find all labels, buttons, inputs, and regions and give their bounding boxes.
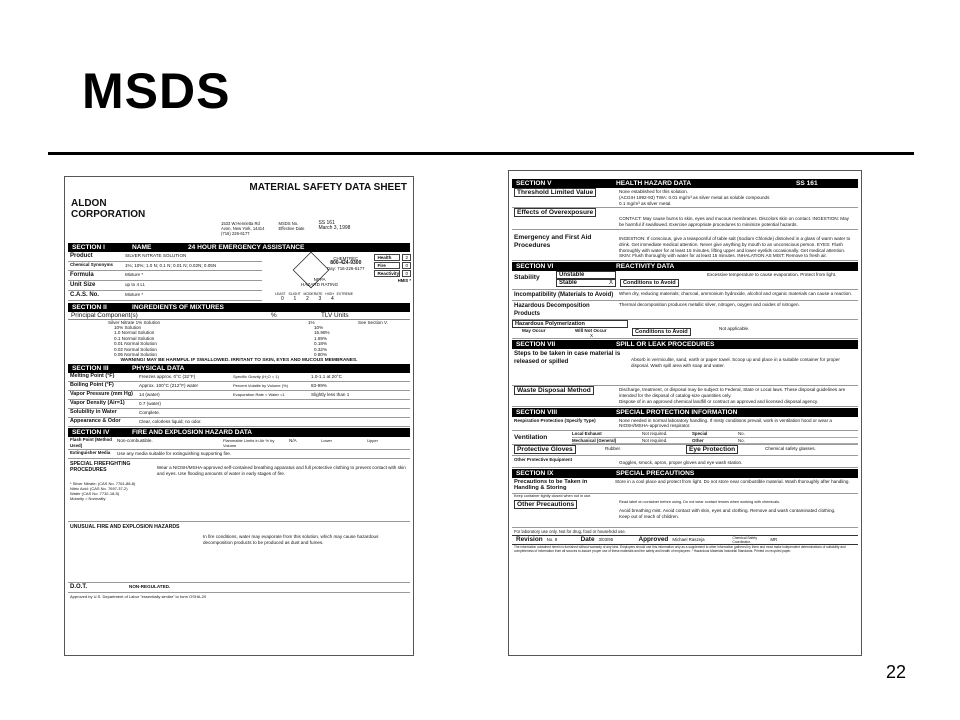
physical-data-row: Appearance & Odor Clear, colorless liquid; no odor. — [68, 418, 410, 427]
company-name: ALDON CORPORATION — [71, 198, 146, 220]
page-number: 22 — [885, 662, 906, 682]
other-precautions-row: Other Precautions Read label on container before using. Do not wear contact lenses when working with chemicals. Avoid breathing mist. Avoid contact with skin, eyes and clothing. Remove and wash contaminated clothing. Keep out of reach of children. — [512, 499, 858, 528]
spill-row: Steps to be taken in case material is released or spilled Absorb in vermiculite, sand, earth or paper towel. Scoop up and place in a suitable container for proper disposal. Wash spill area with soap and water. — [512, 349, 858, 386]
chemtrec-day: Day: 716-226-6177 — [327, 265, 365, 271]
ingredient-row: 0.02 Normal Solution 0.32% — [114, 346, 328, 352]
overexposure-row: Effects of Overexposure CONTACT: May cause burns to skin, eyes and mucous membranes. Discolors skin on contact. INGESTION: May be harmful if swallowed. Exercise appropriate procedures to minimize potential hazards. — [512, 208, 858, 230]
polymerization-mark: X — [590, 333, 594, 339]
section-6-bar: SECTION VI REACTIVITY DATA — [512, 262, 858, 271]
ingredient-row: 0.01 Normal Solution 0.18% — [114, 341, 328, 347]
polymerization-row: Hazardous Polymerization May Occur Will Not Occur X Conditions to Avoid Not applicable. — [512, 320, 858, 339]
msds-no-label: MSDS No. — [278, 221, 299, 226]
physical-data-table — [65, 373, 413, 427]
chemtrec-phone: 800-424-9300 — [330, 259, 362, 266]
ventilation-row: Ventilation Local Exhaust Not required. Special No. Mechanical (General) Not required. Other No. — [512, 431, 858, 445]
nfpa-label: NFPA HAZARD RATING — [301, 276, 339, 287]
gloves-eye-row: Protective Gloves Rubber. Eye Protection Chemical safety glasses. — [512, 445, 858, 456]
doc1-header — [65, 177, 413, 220]
special-firefighting-text: Wear a NIOSH/MSHA-approved self-contained breathing apparatus and full protective clothing to prevent contact with skin and eyes. Use flooding amounts of water in early stages of fire. — [156, 465, 406, 477]
first-aid-row: Emergency and First Aid Procedures INGESTION: If conscious, give a teaspoonful of table salt (Sodium Chloride) dissolved in a glass of warm water to drink. Get immediate medical attention. Never give anything by mouth to an unconscious person. EYES: Flush thoroughly with water for at least 15 minutes, lifting upper and lower eyelids occasionally. Get medical attention. SKIN: Flush thoroughly with water for at least 15 minutes. INHALATION AS MIST: Remove to fresh air. — [512, 230, 858, 261]
ingredient-row: 10% Solution 10% — [114, 325, 324, 331]
rating-words: LEAST SLIGHT MODERATE HIGH EXTREME — [275, 291, 353, 296]
formula-row: Formula Mixture * — [68, 271, 262, 281]
physical-data-row: Solubility in Water Complete. — [68, 409, 410, 418]
respiration-row: Respiration Protection (Specify Type) None needed in normal laboratory handling. If misty conditions prevail, work in ventilation hood or wear a NIOSH/MSHA-approved respirator. — [512, 417, 858, 432]
section-7-bar: SECTION VII SPILL OR LEAK PROCEDURES — [512, 340, 858, 349]
physical-data-row: Melting Point (°F) Freezes approx. 0°C (32°F) Specific Gravity (H₂O = 1) 1.0-1.1 at 20°C — [68, 373, 410, 382]
unit-size-row: Unit Size up to 4 Lt. — [68, 281, 262, 291]
composition-note: * Silver Nitrate: (CAS No. 7761-88-8) Nitric Acid: (CAS No. 7697-37-2) Water (CAS No. 7732-18-5) Molarity = Normality — [70, 481, 136, 502]
ingredient-row: 1.0 Normal Solution 16.98% — [114, 330, 330, 336]
product-row: Product SILVER NITRATE SOLUTION — [68, 252, 262, 262]
msds-page-2 — [508, 170, 862, 656]
lab-use-note: For laboratory use only. Not for drug, food or household use. — [514, 528, 626, 534]
approval-note: Approved by U.S. Department of Labor "essentially similar" to form OSHA-20 — [70, 594, 207, 600]
special-firefighting-row — [68, 459, 410, 522]
ingredient-row: Silver Nitrate 1% Solution 1% See Section V. — [108, 319, 388, 325]
section-1-body — [65, 252, 413, 302]
hmis-table: Health 2 Fire 0 Reactivity 0 HMIS * — [374, 254, 411, 283]
section-4-bar: SECTION IV FIRE AND EXPLOSION HAZARD DATA — [68, 428, 410, 437]
section-9-bar: SECTION IX SPECIAL PRECAUTIONS — [512, 469, 858, 478]
stable-label: Stable — [559, 280, 578, 287]
stability-row: Stability Unstable Stable X Conditions to Avoid Excessive temperature to cause evaporation. Protect from light. — [512, 271, 858, 290]
section-3-bar: SECTION III PHYSICAL DATA — [68, 364, 410, 373]
stable-mark: X — [608, 280, 613, 287]
reactivity-rating: 0 — [402, 270, 411, 277]
keep-closed-note: Keep container tightly closed when not in use. — [514, 493, 592, 498]
section-1-bar: SECTION I NAME 24 HOUR EMERGENCY ASSISTANCE — [68, 243, 410, 252]
section-8-bar: SECTION VIII SPECIAL PROTECTION INFORMATION — [512, 408, 858, 417]
tlv-row: Threshold Limited Value None established for this solution. (ACGIH 1992-93) TWA: 0.01 mg/m³ as silver metal as soluble compounds 0.1 mg/m³ as silver metal. — [512, 188, 858, 208]
physical-data-row: Boiling Point (°F) Approx. 100°C (212°F) water Percent Volatile by Volume (%) 83-99% — [68, 382, 410, 391]
msds-no: SS 161 — [318, 220, 335, 226]
ingredients-header: Principal Component(s) % TLV Units — [68, 312, 410, 320]
health-rating: 2 — [402, 254, 411, 261]
flash-point-row: Flash Point (Method Used) Non-combustible. Flammable Limits in Air % by Volume N/A Lower Upper — [68, 437, 410, 450]
revision-row: Revision No. 8 Date 3/03/95 Approved Michael Raszeja Chemical Safety Coordinator MR — [512, 535, 858, 545]
physical-data-row: Vapor Density (Air=1) 0.7 (water) — [68, 400, 410, 409]
effective-date-label: Effective Date — [278, 226, 305, 232]
ventilation-subrow: Mechanical (General) Not required. Other No. — [572, 438, 858, 444]
chem-syn-row: Chemical Synonyms 1%; 10%; 1.0 N; 0.1 N; 0.01 N; 0.02N; 0.05N — [68, 262, 262, 271]
msds-page-1 — [64, 176, 414, 656]
effective-date: March 3, 1998 — [318, 225, 351, 232]
physical-data-row: Vapor Pressure (mm Hg) 14 (water) Evaporation Rate < Water =1 Slightly less than 1 — [68, 391, 410, 400]
ingredient-row: 0.1 Normal Solution 1.69% — [114, 335, 328, 341]
special-firefighting-label: SPECIAL FIREFIGHTING PROCEDURES — [70, 461, 131, 474]
ingredient-row: 0.05 Normal Solution 0.80% — [114, 352, 328, 358]
hazard-rating-panel — [265, 252, 413, 302]
fire-rating: 0 — [402, 262, 411, 269]
extinguisher-row: Extinguisher Media Use any media suitable for extinguishing supporting fire. — [68, 450, 410, 459]
hmis-label: HMIS * — [397, 277, 411, 283]
title-divider — [48, 152, 914, 155]
disclaimer: The information contained herein is furnished without warranty of any kind. Employers should use this information only as a supplement to other information gathered by them and must make independent determinations of suitability and completeness of information from all sources to assure proper use of these materials and the safety and health of employees. * Hazardous Materials Industrial Standards. Printed on recycled paper. — [514, 544, 846, 553]
rating-numbers: 0 1 2 3 4 — [281, 295, 334, 302]
address-block — [215, 221, 413, 237]
handling-row: Precautions to be Taken in Handling & Storing Store in a cool place and protect from light. Do not store near combustible material. Wash thoroughly after handling. — [512, 478, 858, 494]
incompatibility-row: Incompatibility (Materials to Avoid) When dry, reducing materials; charcoal, ammonium hydroxide, alcohol and organic materials can cause a reaction. — [512, 290, 858, 301]
ventilation-subrow: Local Exhaust Not required. Special No. — [572, 431, 858, 437]
cas-row: C.A.S. No. Mixture * — [68, 291, 262, 301]
waste-disposal-row: Waste Disposal Method Discharge, treatment, or disposal may be subject to Federal, State or Local laws. These disposal guidelines are intended for the disposal of catalog-size quantities only. Dispose of in an approved chemical landfill or contract an approved and licensed disposal agency. — [512, 386, 858, 406]
decomposition-row: Hazardous Decomposition Products Thermal decomposition produces metallic silver, nitrogen, oxygen and oxides of nitrogen. — [512, 301, 858, 320]
section-2-bar: SECTION II INGREDIENTS OF MIXTURES — [68, 303, 410, 312]
warning-text: WARNING! MAY BE HARMFUL IF SWALLOWED. IRRITANT TO SKIN, EYES AND MUCOUS MEMBRANES. — [120, 358, 358, 364]
slide-title: MSDS — [82, 63, 231, 119]
company-address: 1533 W.Henrietta Rd Avon, New York, 14414 (716) 226-6177 — [221, 221, 265, 237]
dot-row: D.O.T. NON-REGULATED. — [68, 583, 410, 593]
chemtrec-label: CHEMTREC — [333, 255, 359, 261]
conditions-to-avoid-label: Conditions to Avoid — [620, 279, 679, 287]
ingredients-table — [68, 320, 410, 358]
ventilation-table — [572, 431, 858, 444]
unusual-hazards-row: UNUSUAL FIRE AND EXPLOSION HAZARDS In fire conditions, water may evaporate from this solution, which may cause hazardous decomposition products to be produced as dust and fumes. — [68, 522, 410, 583]
other-equipment-row: Other Protective Equipment Goggles, smock, apron, proper gloves and eye wash station. — [512, 456, 858, 468]
unstable-label: Unstable — [556, 271, 616, 279]
msds-title: MATERIAL SAFETY DATA SHEET — [249, 182, 407, 193]
section-5-bar: SECTION V HEALTH HAZARD DATA SS 161 — [512, 179, 858, 188]
